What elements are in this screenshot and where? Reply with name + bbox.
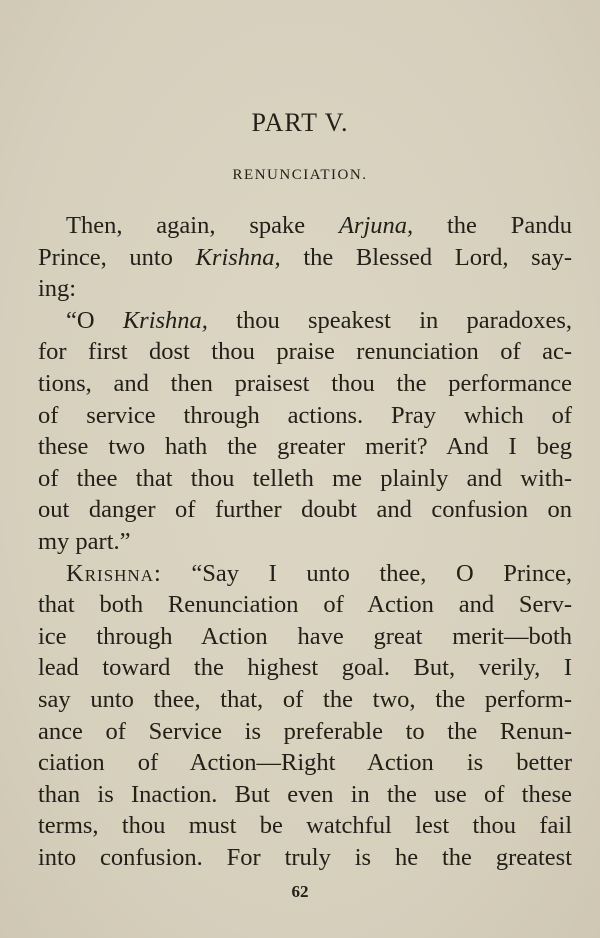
text-segment: out danger of further doubt and confusion on bbox=[38, 496, 572, 524]
text-line bbox=[38, 810, 572, 842]
text-line bbox=[38, 336, 572, 368]
text-segment: say unto thee, that, of the two, the perform- bbox=[38, 685, 572, 713]
text-segment: for first dost thou praise renunciation of ac- bbox=[38, 338, 572, 366]
text-line bbox=[38, 779, 572, 811]
chapter-title: RENUNCIATION. bbox=[232, 167, 368, 183]
text-segment: of service through actions. Pray which of bbox=[38, 401, 572, 429]
italic-name: Krishna, bbox=[122, 306, 208, 334]
text-segment: ing: bbox=[38, 275, 77, 303]
text-segment: tions, and then praisest thou the performance bbox=[38, 369, 572, 397]
text-segment: that both Renunciation of Action and Serv- bbox=[38, 591, 572, 619]
text-segment: thou speakest in paradoxes, bbox=[207, 306, 572, 334]
text-segment: Prince, unto bbox=[38, 243, 196, 271]
text-line bbox=[38, 589, 572, 621]
text-line bbox=[38, 684, 572, 716]
text-line bbox=[38, 494, 572, 526]
text-line bbox=[38, 463, 572, 495]
text-line bbox=[38, 242, 572, 274]
text-line bbox=[38, 716, 572, 748]
text-segment: “Say I unto thee, O Prince, bbox=[161, 559, 572, 587]
text-line bbox=[38, 652, 572, 684]
text-line bbox=[38, 747, 572, 779]
text-line bbox=[38, 368, 572, 400]
body-text bbox=[38, 210, 572, 873]
text-line bbox=[38, 526, 572, 558]
text-line bbox=[38, 305, 572, 337]
text-line bbox=[38, 273, 572, 305]
text-segment: “O bbox=[66, 306, 123, 334]
text-segment: Then, again, spake bbox=[66, 212, 339, 239]
text-segment: ciation of Action—Right Action is better bbox=[38, 749, 572, 777]
page-number: 62 bbox=[291, 882, 309, 901]
text-line bbox=[38, 621, 572, 653]
text-segment: ance of Service is preferable to the Renun- bbox=[38, 717, 572, 745]
text-segment: than is Inaction. But even in the use of these bbox=[38, 780, 572, 808]
text-segment: the Blessed Lord, say- bbox=[280, 243, 572, 271]
text-segment: lead toward the highest goal. But, verily, I bbox=[38, 654, 572, 682]
text-segment: terms, thou must be watchful lest thou fail bbox=[38, 812, 572, 840]
text-segment: ice through Action have great merit—both bbox=[38, 622, 572, 650]
speaker-name: Krishna: bbox=[66, 559, 162, 587]
text-line bbox=[38, 400, 572, 432]
text-line bbox=[38, 210, 572, 242]
text-line bbox=[38, 431, 572, 463]
part-heading: PART V. bbox=[251, 108, 349, 137]
text-segment: of thee that thou telleth me plainly and with- bbox=[38, 464, 572, 492]
text-segment: into confusion. For truly is he the greatest bbox=[38, 843, 572, 871]
text-line bbox=[38, 842, 572, 874]
text-segment: these two hath the greater merit? And I beg bbox=[38, 433, 572, 461]
italic-name: Arjuna, bbox=[338, 212, 414, 239]
text-line bbox=[38, 558, 572, 590]
italic-name: Krishna, bbox=[195, 243, 281, 271]
text-segment: the Pandu bbox=[413, 212, 572, 239]
text-segment: my part.” bbox=[38, 527, 131, 555]
